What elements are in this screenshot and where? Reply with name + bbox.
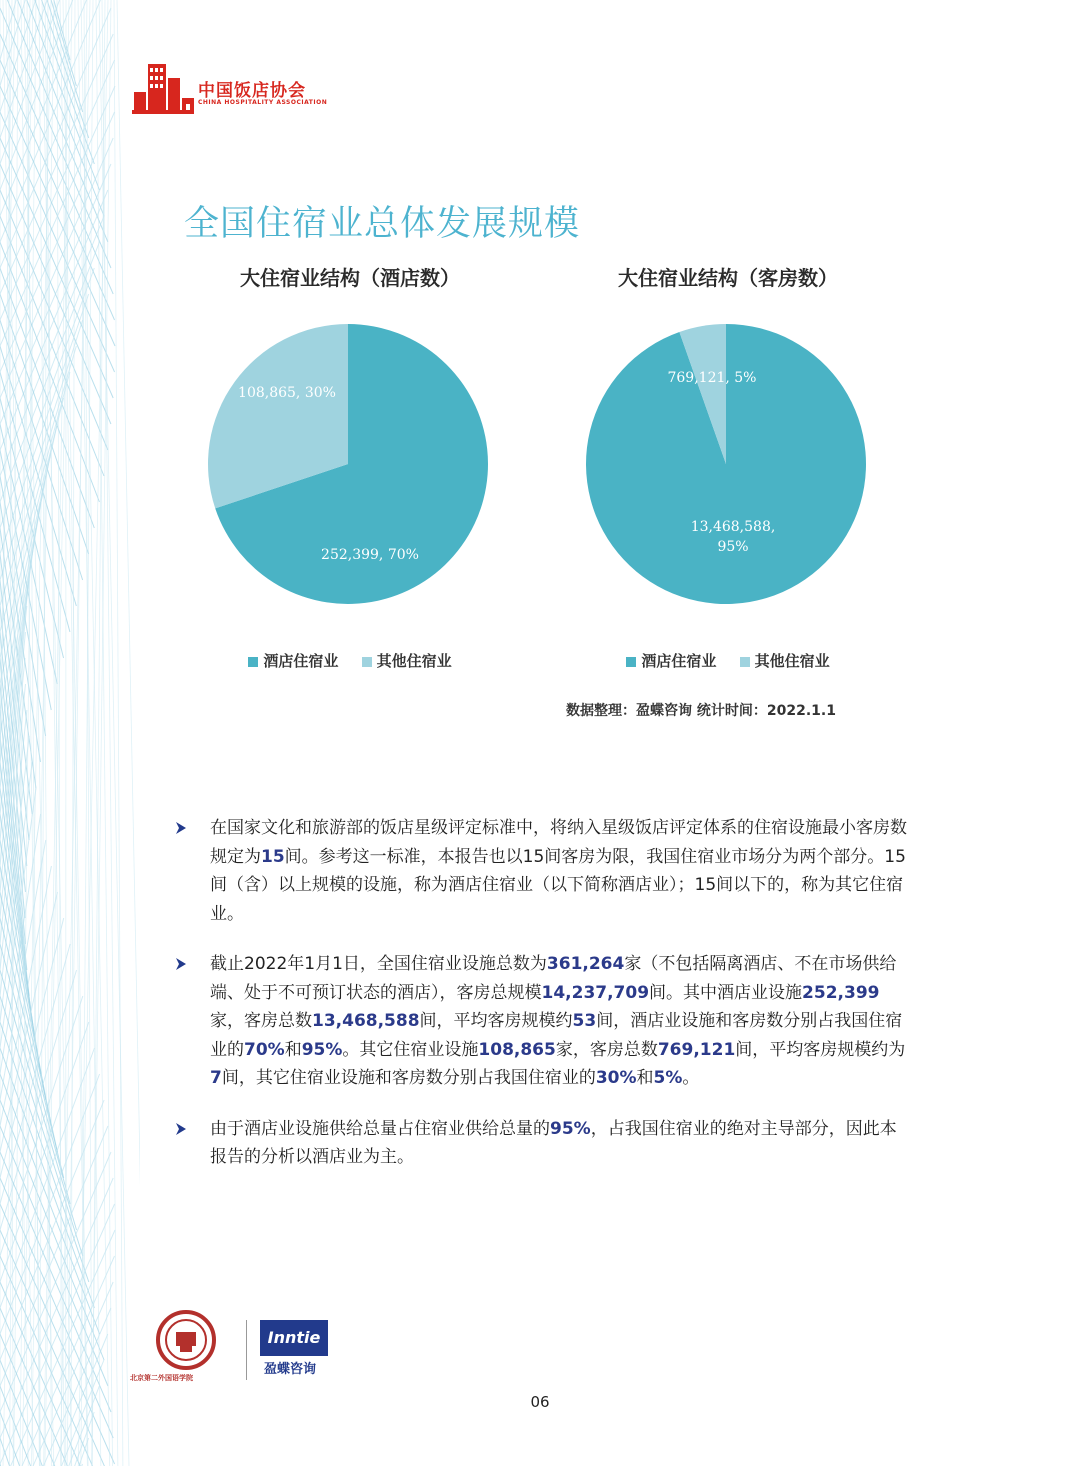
highlight-value: 769,121 (657, 1039, 736, 1060)
text-segment: 和 (284, 1039, 302, 1060)
pie-chart-room-count (538, 262, 918, 682)
bullet-item (172, 950, 912, 1093)
highlight-value: 108,865 (478, 1039, 556, 1060)
logo-name: 中国饭店协会 (198, 81, 306, 101)
bullet-item (172, 814, 912, 928)
pie-chart-hotel-count (160, 262, 540, 682)
text-segment: 间。参考这一标准，本报告也以15间客房为限，我国住宿业市场分为两个部分。15间（含）以上规模的设施，称为酒店住宿业（以下简称酒店业）；15间以下的，称为其它住宿业。 (210, 846, 906, 924)
legend-item-other (362, 650, 452, 671)
highlight-value: 13,468,588 (312, 1011, 420, 1031)
chevron-right-icon (174, 821, 188, 835)
highlight-value: 14,237,709 (541, 982, 650, 1003)
highlight-value: 361,264 (546, 954, 625, 974)
highlight-value: 7 (210, 1068, 222, 1088)
highlight-value: 15 (261, 846, 285, 867)
text-segment: ，占我国住宿业的绝对主导部分，因此本报告的分析以酒店业为主。 (210, 1118, 897, 1167)
decorative-wireframe-pattern (0, 0, 140, 1466)
legend-swatch-hotel (626, 657, 636, 667)
data-label-other: 108,865, 30% (238, 385, 336, 401)
text-segment: 。 (682, 1068, 700, 1088)
bullet-item (172, 1115, 912, 1172)
data-label-other: 769,121, 5% (667, 370, 757, 386)
legend-label: 其他住宿业 (754, 652, 830, 670)
legend-label: 其他住宿业 (376, 652, 452, 670)
footer-logos (130, 1308, 350, 1392)
text-segment: 间，酒店业设施和客房数分别占我国住宿业的 (210, 1011, 903, 1060)
text-segment: 在国家文化和旅游部的饭店星级评定标准中，将纳入星级饭店评定体系的住宿设施最小客房数规定为 (210, 818, 907, 867)
data-source-note: 数据整理：盈蝶咨询 统计时间：2022.1.1 (566, 703, 836, 719)
text-segment: 间，平均客房规模约为 (735, 1039, 906, 1060)
highlight-value: 30% (595, 1068, 637, 1088)
text-segment: 截止2022年1月1日，全国住宿业设施总数为 (210, 954, 547, 974)
highlight-value: 95% (301, 1039, 343, 1060)
chart-title: 大住宿业结构（客房数） (618, 266, 838, 290)
highlight-value: 5% (653, 1068, 683, 1088)
divider (246, 1320, 247, 1380)
highlight-value: 95% (550, 1118, 591, 1139)
text-segment: 家，客房总数 (555, 1039, 658, 1060)
text-segment: 。其它住宿业设施 (342, 1039, 479, 1060)
legend-swatch-hotel (248, 657, 258, 667)
text-segment: 家，客房总数 (210, 1011, 312, 1031)
highlight-value: 70% (244, 1039, 285, 1060)
legend-item-hotel (248, 650, 338, 671)
data-label-hotel-line2: 95% (717, 539, 749, 555)
bullet-text (210, 818, 907, 924)
chevron-right-icon (174, 1122, 188, 1136)
logo-subtitle: CHINA HOSPITALITY ASSOCIATION (198, 99, 328, 106)
bullet-text (210, 1119, 897, 1168)
legend-item-hotel (626, 650, 716, 671)
page-title: 全国住宿业总体发展规模 (184, 204, 581, 244)
legend-swatch-other (362, 657, 372, 667)
building-logo-icon (130, 58, 196, 118)
bullet-list (172, 814, 912, 1194)
text-segment: 和 (636, 1068, 654, 1088)
text-segment: 由于酒店业设施供给总量占住宿业供给总量的 (210, 1118, 550, 1139)
data-label-hotel: 252,399, 70% (321, 547, 419, 563)
highlight-value: 252,399 (802, 982, 880, 1003)
partner-name: 盈蝶咨询 (264, 1362, 317, 1377)
university-seal-icon (156, 1310, 216, 1370)
seal-caption: 北京第二外国语学院 (130, 1374, 193, 1382)
legend-label: 酒店住宿业 (641, 652, 717, 670)
chart-title: 大住宿业结构（酒店数） (240, 266, 460, 290)
china-hospitality-association-logo (130, 58, 350, 118)
highlight-value: 53 (572, 1011, 597, 1031)
text-segment: 间。其中酒店业设施 (649, 982, 803, 1003)
text-segment: 间，平均客房规模约 (419, 1011, 573, 1031)
legend-item-other (740, 650, 830, 671)
page-number: 06 (530, 1393, 550, 1411)
inntie-logo: Inntie (260, 1320, 328, 1356)
legend-swatch-other (740, 657, 750, 667)
text-segment: 间，其它住宿业设施和客房数分别占我国住宿业的 (221, 1068, 596, 1088)
chevron-right-icon (174, 957, 188, 971)
chart-legend (538, 650, 918, 671)
chart-legend (160, 650, 540, 671)
pie-chart-svg (538, 314, 918, 614)
bullet-text (210, 954, 905, 1088)
pie-chart-svg (160, 314, 540, 614)
data-label-hotel-line1: 13,468,588, (690, 519, 776, 535)
legend-label: 酒店住宿业 (263, 652, 339, 670)
text-segment: 家（不包括隔离酒店、不在市场供给端、处于不可预订状态的酒店），客房总规模 (210, 954, 897, 1003)
